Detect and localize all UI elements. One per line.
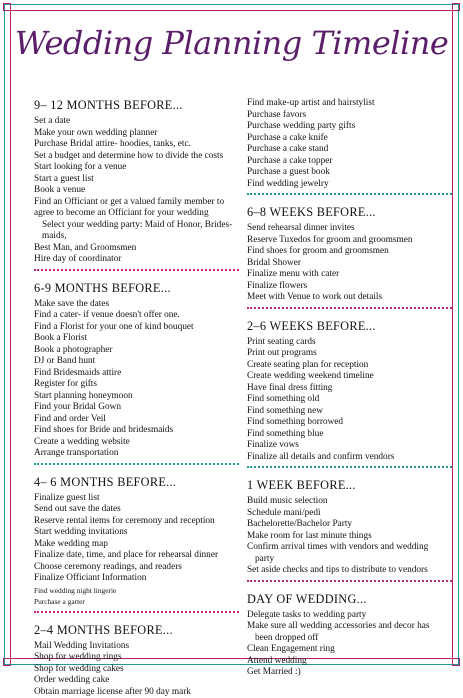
task-item: Meet with Venue to work out details: [247, 292, 452, 304]
task-item: Start wedding invitations: [34, 527, 239, 539]
task-item: Select your wedding party: Maid of Honor, Brides-: [34, 220, 239, 232]
corner-ornament: [3, 658, 11, 666]
task-item: Get Married :): [247, 667, 452, 679]
task-item: Print out programs: [247, 348, 452, 360]
timeline-section: [247, 592, 452, 679]
task-item: Finalize vows: [247, 440, 452, 452]
task-item: Purchase favors: [247, 110, 452, 122]
task-item: Make save the dates: [34, 299, 239, 311]
section-heading: 4– 6 MONTHS BEFORE...: [34, 475, 239, 490]
section-heading: 6–8 WEEKS BEFORE...: [247, 205, 452, 220]
task-item: Purchase a cake knife: [247, 133, 452, 145]
task-item: Finalize date, time, and place for rehearsal dinner: [34, 550, 239, 562]
task-item: Attend wedding: [247, 656, 452, 668]
task-item: Find and order Veil: [34, 414, 239, 426]
section-heading: 1 WEEK BEFORE...: [247, 478, 452, 493]
task-item: Book a photographer: [34, 345, 239, 357]
task-item: Reserve Tuxedos for groom and groomsmen: [247, 235, 452, 247]
right-column: [247, 98, 452, 679]
timeline-section: [34, 623, 239, 698]
task-list: [247, 496, 452, 577]
task-item: Arrange transportation: [34, 448, 239, 460]
task-list: [34, 493, 239, 608]
task-item: Set a budget and determine how to divide the costs: [34, 151, 239, 163]
task-item: Choose ceremony readings, and readers: [34, 562, 239, 574]
task-item: Find Bridesmaids attire: [34, 368, 239, 380]
task-item: Start a guest list: [34, 174, 239, 186]
section-heading: 6-9 MONTHS BEFORE...: [34, 281, 239, 296]
task-item: Find shoes for groom and groomsmen: [247, 246, 452, 258]
task-item: Make sure all wedding accessories and decor has: [247, 621, 452, 633]
task-item: Make wedding map: [34, 539, 239, 551]
task-list: [247, 610, 452, 679]
task-item: Purchase a cake stand: [247, 144, 452, 156]
dotted-divider: [34, 463, 239, 465]
task-item: Obtain marriage license after 90 day mark: [34, 687, 239, 698]
task-item: Clean Engagement ring: [247, 644, 452, 656]
task-item: Find a cater- if venue doesn't offer one.: [34, 310, 239, 322]
task-item: Find an Officiant or get a valued family member to: [34, 197, 239, 209]
task-item: Make room for last minute things: [247, 531, 452, 543]
timeline-section: [34, 281, 239, 465]
task-list: [34, 116, 239, 266]
dotted-divider: [247, 466, 452, 468]
task-item: Find wedding night lingerie: [34, 585, 239, 597]
task-item: Find shoes for Bride and bridesmaids: [34, 425, 239, 437]
task-item: Create seating plan for reception: [247, 360, 452, 372]
page-title: Wedding Planning Timeline: [0, 24, 463, 62]
task-list: [247, 98, 452, 190]
task-item: party: [247, 554, 452, 566]
left-column: [34, 98, 239, 698]
task-item: Find your Bridal Gown: [34, 402, 239, 414]
task-item: Finalize flowers: [247, 281, 452, 293]
task-item: Book a venue: [34, 185, 239, 197]
task-item: Find make-up artist and hairstylist: [247, 98, 452, 110]
task-item: Find something blue: [247, 429, 452, 441]
section-heading: 9– 12 MONTHS BEFORE...: [34, 98, 239, 113]
section-heading: 2–4 MONTHS BEFORE...: [34, 623, 239, 638]
task-item: Create wedding weekend timeline: [247, 371, 452, 383]
task-item: Purchase a guest book: [247, 167, 452, 179]
task-item: Bachelorette/Bachelor Party: [247, 519, 452, 531]
task-item: Find a Florist for your one of kind bouquet: [34, 322, 239, 334]
task-item: Reserve rental items for ceremony and reception: [34, 516, 239, 528]
task-item: Find something old: [247, 394, 452, 406]
task-list: [34, 299, 239, 460]
section-heading: 2–6 WEEKS BEFORE...: [247, 319, 452, 334]
timeline-section: [247, 205, 452, 309]
task-item: Have final dress fitting: [247, 383, 452, 395]
task-item: Finalize menu with cater: [247, 269, 452, 281]
task-item: Send out save the dates: [34, 504, 239, 516]
task-item: Finalize guest list: [34, 493, 239, 505]
task-item: Shop for wedding cakes: [34, 664, 239, 676]
task-item: Schedule mani/pedi: [247, 508, 452, 520]
task-item: Mail Wedding Invitations: [34, 641, 239, 653]
section-heading: DAY OF WEDDING...: [247, 592, 452, 607]
task-item: Confirm arrival times with vendors and wedding: [247, 542, 452, 554]
task-list: [34, 641, 239, 698]
task-item: agree to become an Officiant for your wedding: [34, 208, 239, 220]
task-item: Register for gifts: [34, 379, 239, 391]
task-item: Start planning honeymoon: [34, 391, 239, 403]
dotted-divider: [247, 580, 452, 582]
task-item: Order wedding cake: [34, 675, 239, 687]
task-list: [247, 337, 452, 464]
corner-ornament: [3, 3, 11, 11]
task-item: Best Man, and Groomsmen: [34, 243, 239, 255]
timeline-section: [247, 319, 452, 469]
task-item: Shop for wedding rings: [34, 652, 239, 664]
timeline-section: [34, 98, 239, 271]
task-item: been dropped off: [247, 633, 452, 645]
task-item: Find something borrowed: [247, 417, 452, 429]
task-item: Start looking for a venue: [34, 162, 239, 174]
task-item: Set a date: [34, 116, 239, 128]
task-item: Finalize Officiant Information: [34, 573, 239, 585]
task-item: Set aside checks and tips to distribute to vendors: [247, 565, 452, 577]
task-item: Build music selection: [247, 496, 452, 508]
corner-ornament: [452, 3, 460, 11]
task-item: Make your own wedding planner: [34, 128, 239, 140]
task-item: Find something new: [247, 406, 452, 418]
task-item: Create a wedding website: [34, 437, 239, 449]
timeline-section: [34, 475, 239, 613]
task-item: Purchase wedding party gifts: [247, 121, 452, 133]
task-item: Purchase a garter: [34, 596, 239, 608]
task-item: Hire day of coordinator: [34, 254, 239, 266]
task-item: DJ or Band hunt: [34, 356, 239, 368]
task-list: [247, 223, 452, 304]
corner-ornament: [452, 658, 460, 666]
timeline-section: [247, 98, 452, 195]
task-item: Find wedding jewelry: [247, 179, 452, 191]
dotted-divider: [34, 269, 239, 271]
task-item: Delegate tasks to wedding party: [247, 610, 452, 622]
dotted-divider: [34, 611, 239, 613]
task-item: Purchase a cake topper: [247, 156, 452, 168]
task-item: Print seating cards: [247, 337, 452, 349]
task-item: Send rehearsal dinner invites: [247, 223, 452, 235]
task-item: Book a Florist: [34, 333, 239, 345]
task-item: maids,: [34, 231, 239, 243]
task-item: Bridal Shower: [247, 258, 452, 270]
timeline-section: [247, 478, 452, 582]
dotted-divider: [247, 193, 452, 195]
task-item: Purchase Bridal attire- hoodies, tanks, etc.: [34, 139, 239, 151]
task-item: Finalize all details and confirm vendors: [247, 452, 452, 464]
dotted-divider: [247, 307, 452, 309]
